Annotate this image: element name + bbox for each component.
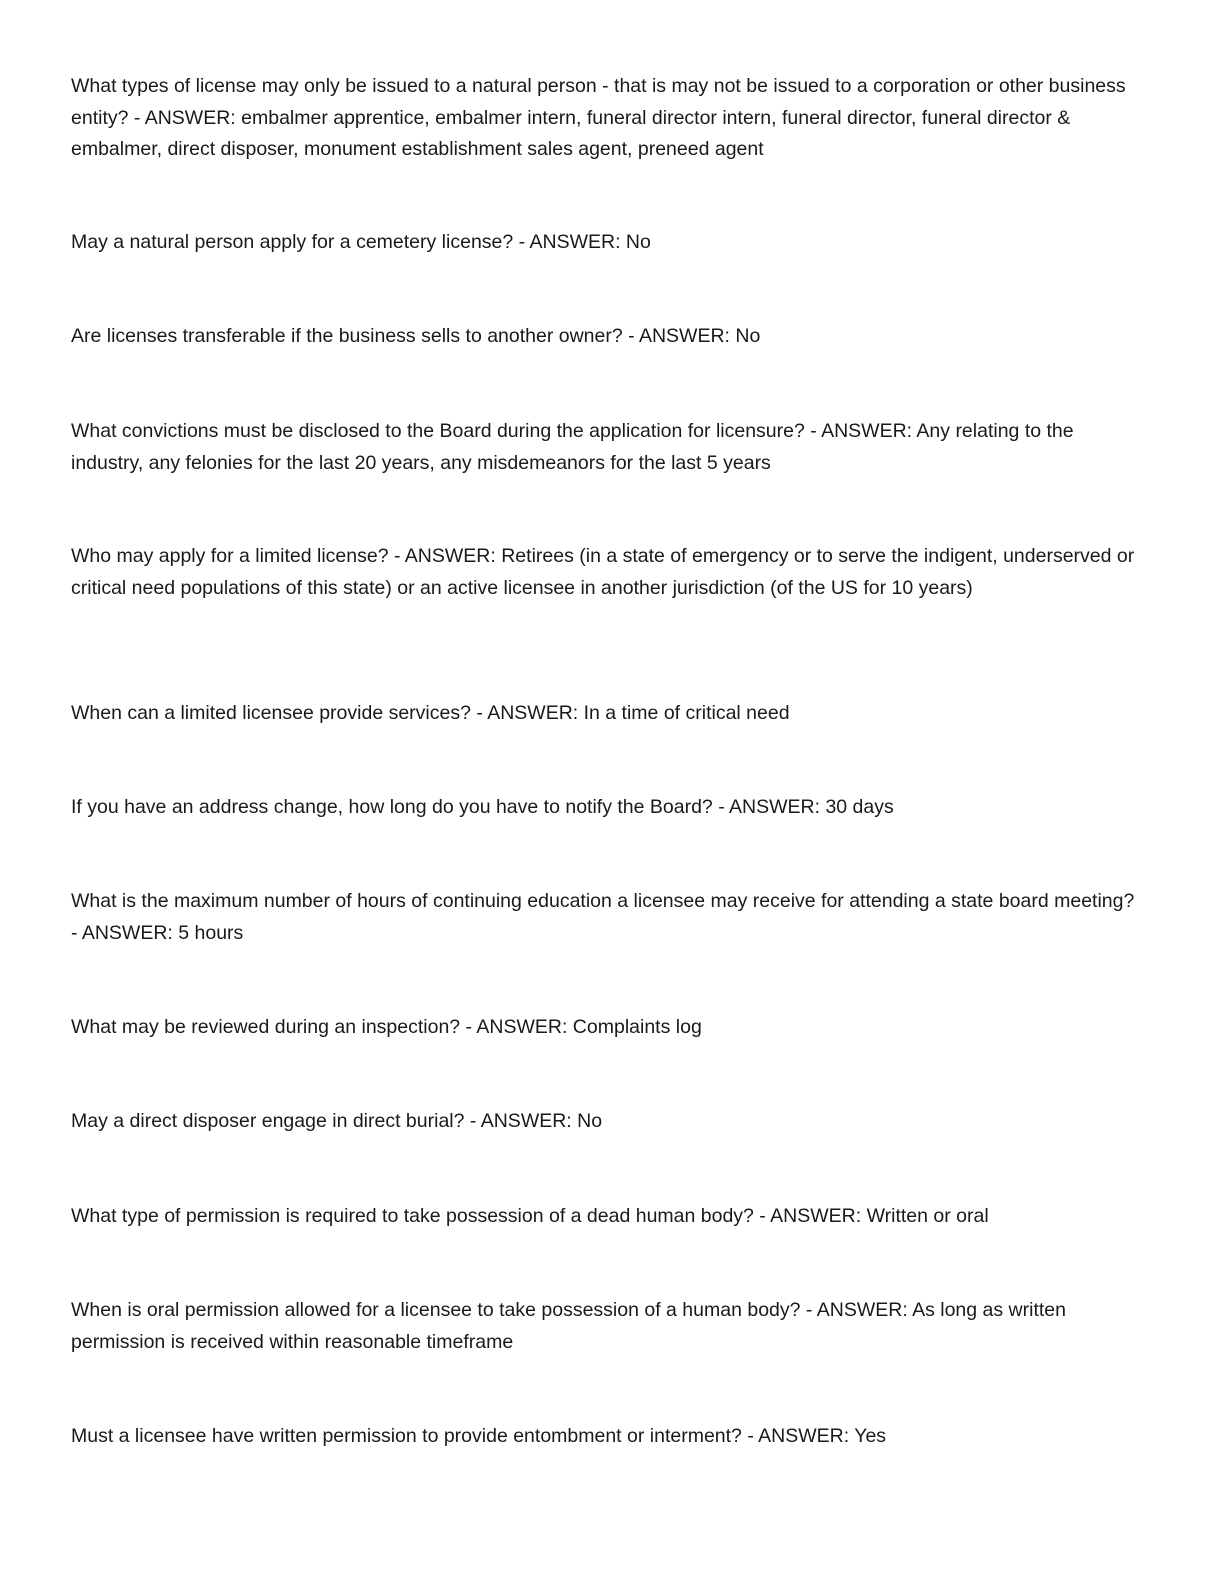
qa-item-oral-permission: When is oral permission allowed for a licensee to take possession of a human body? - ANSWER: As long as written permission is received within reasonable timeframe — [71, 1299, 1066, 1353]
qa-item-continuing-education-hours: What is the maximum number of hours of continuing education a licensee may receive for attending a state board meeting? - ANSWER: 5 hours — [71, 890, 1135, 944]
qa-item-limited-license-applicants: Who may apply for a limited license? - ANSWER: Retirees (in a state of emergency or to serve the indigent, underserved or critical need populations of this state) or an active licensee in another jurisdiction (of the US for 10 years) — [71, 545, 1135, 599]
qa-item-license-transfer: Are licenses transferable if the business sells to another owner? - ANSWER: No — [71, 325, 761, 347]
qa-item-address-change: If you have an address change, how long do you have to notify the Board? - ANSWER: 30 days — [71, 796, 894, 818]
qa-item-direct-disposer-burial: May a direct disposer engage in direct burial? - ANSWER: No — [71, 1110, 603, 1132]
qa-item-convictions-disclosure: What convictions must be disclosed to the Board during the application for licensure? - ANSWER: Any relating to the industry, any felonies for the last 20 years, any misdemeanors for the last 5 years — [71, 420, 1074, 474]
qa-item-inspection-review: What may be reviewed during an inspection? - ANSWER: Complaints log — [71, 1016, 702, 1038]
qa-item-limited-licensee-services: When can a limited licensee provide services? - ANSWER: In a time of critical need — [71, 702, 790, 724]
qa-item-permission-type: What type of permission is required to take possession of a dead human body? - ANSWER: Written or oral — [71, 1205, 989, 1227]
qa-item-written-permission-entombment: Must a licensee have written permission to provide entombment or interment? - ANSWER: Yes — [71, 1425, 887, 1447]
qa-item-cemetery-license: May a natural person apply for a cemetery license? - ANSWER: No — [71, 231, 651, 253]
qa-item-natural-person-licenses: What types of license may only be issued to a natural person - that is may not be issued to a corporation or other business entity? - ANSWER: embalmer apprentice, embalmer intern, funeral director intern, funeral director, funeral director & embalmer, direct disposer, monument establishment sales agent, preneed agent — [71, 75, 1126, 160]
